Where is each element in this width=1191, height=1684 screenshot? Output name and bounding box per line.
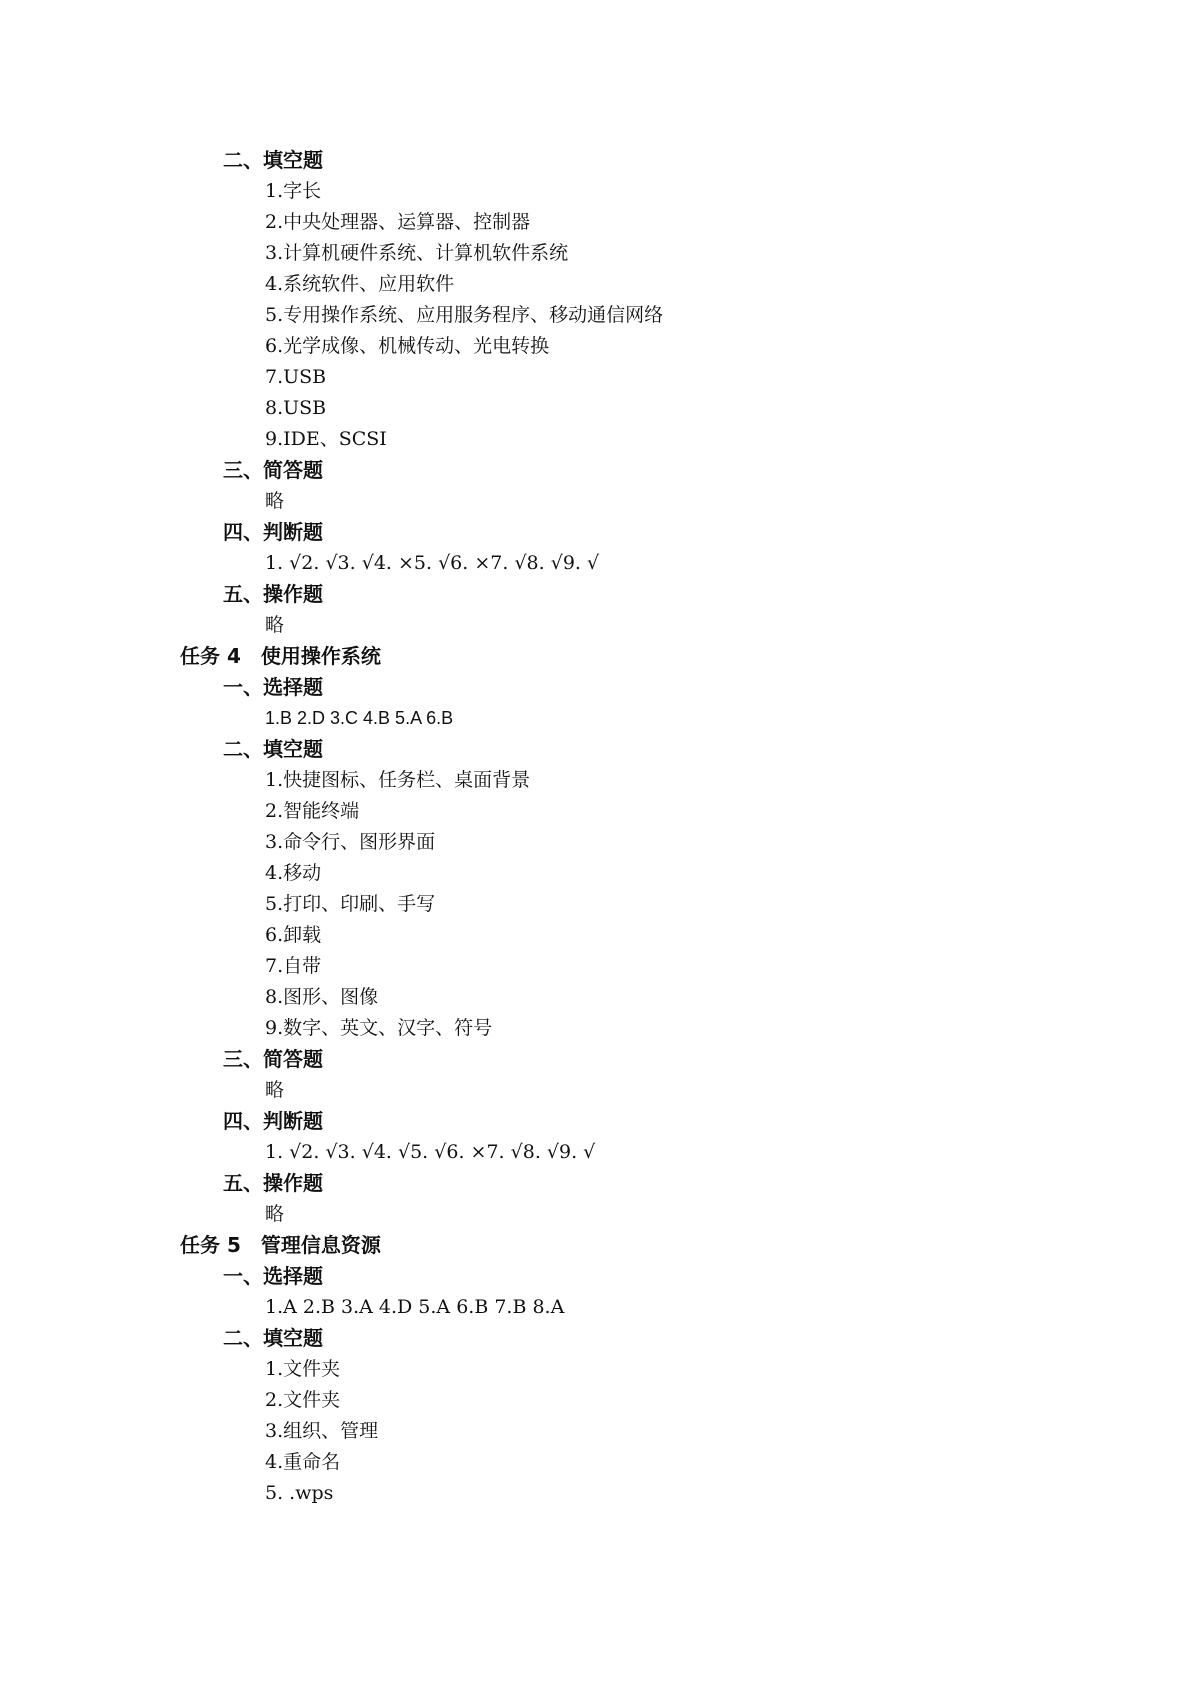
- answer-line: 4.移动: [265, 862, 322, 884]
- answer-line: 8.USB: [265, 397, 327, 419]
- answer-line: 4.重命名: [265, 1451, 341, 1473]
- answer-line: 8.图形、图像: [265, 986, 379, 1008]
- answer-line: 3.命令行、图形界面: [265, 831, 436, 853]
- answer-line: 7.自带: [265, 955, 322, 977]
- section-heading: 五、操作题: [223, 582, 323, 606]
- answer-line: 1. √2. √3. √4. √5. √6. ×7. √8. √9. √: [265, 1141, 596, 1163]
- section-heading: 五、操作题: [223, 1171, 323, 1195]
- answer-line: 1.快捷图标、任务栏、桌面背景: [265, 769, 531, 791]
- answer-line: 9.数字、英文、汉字、符号: [265, 1017, 493, 1039]
- section-heading: 二、填空题: [223, 1326, 323, 1350]
- answer-line: 5. .wps: [265, 1482, 334, 1504]
- answer-line: 5.专用操作系统、应用服务程序、移动通信网络: [265, 304, 664, 326]
- answer-line: 1. √2. √3. √4. ×5. √6. ×7. √8. √9. √: [265, 552, 600, 574]
- answer-line: 1.B 2.D 3.C 4.B 5.A 6.B: [265, 708, 454, 728]
- answer-line: 9.IDE、SCSI: [265, 428, 387, 450]
- answer-line: 略: [265, 1203, 285, 1225]
- section-heading: 四、判断题: [223, 520, 323, 544]
- answer-line: 7.USB: [265, 366, 327, 388]
- answer-line: 略: [265, 1079, 285, 1101]
- answer-line: 1.字长: [265, 180, 322, 202]
- section-heading: 一、选择题: [223, 675, 323, 699]
- answer-line: 6.光学成像、机械传动、光电转换: [265, 335, 550, 357]
- answer-line: 2.中央处理器、运算器、控制器: [265, 211, 531, 233]
- answer-line: 6.卸载: [265, 924, 322, 946]
- section-heading: 四、判断题: [223, 1109, 323, 1133]
- answer-line: 5.打印、印刷、手写: [265, 893, 436, 915]
- answer-line: 3.计算机硬件系统、计算机软件系统: [265, 242, 569, 264]
- answer-line: 4.系统软件、应用软件: [265, 273, 455, 295]
- answer-line: 3.组织、管理: [265, 1420, 379, 1442]
- answer-line: 1.文件夹: [265, 1358, 341, 1380]
- task-heading: 任务 5 管理信息资源: [180, 1233, 381, 1257]
- section-heading: 二、填空题: [223, 148, 323, 172]
- answer-line: 2.智能终端: [265, 800, 360, 822]
- answer-line: 2.文件夹: [265, 1389, 341, 1411]
- answer-line: 略: [265, 490, 285, 512]
- section-heading: 三、简答题: [223, 458, 323, 482]
- section-heading: 二、填空题: [223, 737, 323, 761]
- section-heading: 一、选择题: [223, 1264, 323, 1288]
- task-heading: 任务 4 使用操作系统: [180, 644, 381, 668]
- answer-line: 1.A 2.B 3.A 4.D 5.A 6.B 7.B 8.A: [265, 1296, 565, 1318]
- section-heading: 三、简答题: [223, 1047, 323, 1071]
- answer-line: 略: [265, 614, 285, 636]
